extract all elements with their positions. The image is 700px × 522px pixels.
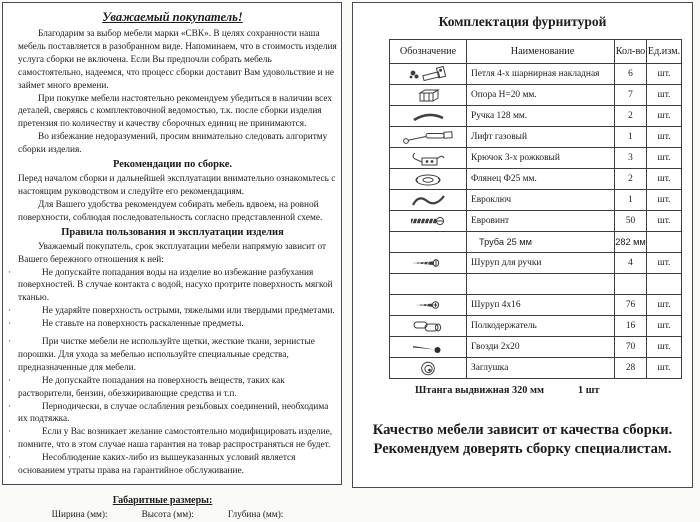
table-row: Евроключ 1 шт. bbox=[390, 190, 682, 211]
shelf-support-icon bbox=[390, 316, 467, 337]
column-header-designation: Обозначение bbox=[390, 40, 467, 64]
usage-rules-heading: Правила пользования и эксплуатации изделия bbox=[61, 226, 284, 238]
rule-item: · При чистке мебели не используйте щетки, жесткие ткани, зернистые порошки. Для ухода за мебелью используйте специальные средства, предназначенные для мебели. bbox=[18, 336, 337, 375]
dimensions-heading: Габаритные размеры: bbox=[112, 495, 213, 506]
gas-lift-icon bbox=[390, 127, 467, 148]
column-header-qty: Кол-во bbox=[615, 40, 647, 64]
table-row: Ручка 128 мм. 2 шт. bbox=[390, 106, 682, 127]
hex-key-icon bbox=[390, 190, 467, 211]
nail-icon bbox=[390, 337, 467, 358]
hardware-table bbox=[389, 39, 682, 379]
table-row: Полкодержатель 16 шт. bbox=[390, 316, 682, 337]
quality-slogan bbox=[353, 421, 692, 459]
rule-item: · Периодически, в случае ослабления резьбовых соединений, необходима их подтяжка. bbox=[18, 401, 337, 427]
instructions-page bbox=[2, 2, 342, 520]
table-row: Заглушка 28 шт. bbox=[390, 358, 682, 379]
quality-slogan-line1: Качество мебели зависит от качества сборки. bbox=[372, 422, 673, 438]
intro-paragraph: При покупке мебели настоятельно рекомендуем убедиться в наличии всех деталей, сверяясь с комплектовочной ведомостью, т.к. после сборки изделия претензия по количеству и качеству сборочных единиц не принимаются. bbox=[18, 93, 333, 130]
column-header-name: Наименование bbox=[467, 40, 615, 64]
handle-screw-icon bbox=[390, 253, 467, 274]
flange-icon bbox=[390, 169, 467, 190]
rule-item: · Несоблюдение каких-либо из вышеуказанных условий является основанием утраты права на гарантийное обслуживание. bbox=[18, 452, 337, 478]
table-row: Петля 4-х шарнирная накладная 6 шт. bbox=[390, 64, 682, 85]
handle-icon bbox=[390, 106, 467, 127]
assembly-heading: Рекомендации по сборке. bbox=[112, 159, 233, 171]
assembly-paragraph: Перед началом сборки и дальнейшей эксплуатации внимательно ознакомьтесь с настоящим руководством и следуйте его рекомендациям. bbox=[18, 174, 336, 197]
rod-note-text: Штанга выдвижная 320 мм bbox=[415, 385, 545, 396]
table-row: Флянец Ф25 мм. 2 шт. bbox=[390, 169, 682, 190]
rod-note-qty: 1 шт bbox=[578, 385, 600, 396]
plug-icon bbox=[390, 358, 467, 379]
hardware-kit-page bbox=[352, 2, 693, 488]
table-row bbox=[390, 274, 682, 295]
table-row: Труба 25 мм 282 мм bbox=[390, 232, 682, 253]
intro-paragraph: Благодарим за выбор мебели марки «СВК». В целях сохранности наша мебель поставляется в разобранном виде. Напоминаем, что в стоимость изделия услуга сборки не включена. Если Вы предпочли собрать мебель самостоятельно, надеемся, что процесс сборки доставит Вам удовольствие и не займет много времени. bbox=[18, 29, 337, 91]
hook-icon bbox=[390, 148, 467, 169]
depth-label: Глубина (мм): bbox=[227, 510, 284, 520]
assembly-paragraph: Для Вашего удобства рекомендуем собирать мебель вдвоем, на ровной поверхности, соблюдая последовательность согласно представленной схеме. bbox=[18, 199, 323, 223]
rule-item: · Не допускайте попадания воды на изделие во избежание разбухания поверхностей. В случае контакта с водой, насухо протрите поверхность мягкой тканью. bbox=[18, 267, 337, 306]
empty-cell bbox=[390, 274, 467, 295]
support-foot-icon bbox=[390, 85, 467, 106]
confirmat-screw-icon bbox=[390, 211, 467, 232]
rules-intro: Уважаемый покупатель, срок эксплуатации мебели напрямую зависит от Вашего бережного отношения к ней: bbox=[18, 241, 327, 265]
hinge-icon bbox=[390, 64, 467, 85]
column-header-unit: Ед.изм. bbox=[647, 40, 682, 64]
rule-item: · Не ставьте на поверхность раскаленные предметы. bbox=[18, 318, 337, 331]
rule-item: · Не допускайте попадания на поверхность веществ, таких как растворители, бензин, обезжиривающие средства и т.п. bbox=[18, 375, 337, 401]
table-row: Шуруп 4х16 76 шт. bbox=[390, 295, 682, 316]
quality-slogan-line2: Рекомендуем доверять сборку специалистам. bbox=[373, 441, 672, 457]
rule-item: · Если у Вас возникает желание самостоятельно модифицировать изделие, помните, что в этом случае наша гарантия на товар распространяться не будет. bbox=[18, 426, 337, 452]
empty-cell bbox=[390, 232, 467, 253]
table-row: Гвозди 2х20 70 шт. bbox=[390, 337, 682, 358]
screw-icon bbox=[390, 295, 467, 316]
page-title: Уважаемый покупатель! bbox=[102, 10, 243, 24]
table-row: Опора Н=20 мм. 7 шт. bbox=[390, 85, 682, 106]
dimensions-row bbox=[18, 509, 317, 522]
table-row: Евровинт 50 шт. bbox=[390, 211, 682, 232]
height-label: Высота (мм): bbox=[141, 510, 194, 520]
table-row: Крючок 3-х рожковый 3 шт. bbox=[390, 148, 682, 169]
table-header-row bbox=[390, 40, 682, 64]
rule-item: · Не ударяйте поверхность острыми, тяжелыми или твердыми предметами. bbox=[18, 305, 337, 318]
width-label: Ширина (мм): bbox=[51, 510, 108, 520]
table-row: Шуруп для ручки 4 шт. bbox=[390, 253, 682, 274]
rod-note bbox=[415, 385, 600, 396]
intro-paragraph: Во избежание недоразумений, просим внимательно следовать алгоритму сборки изделия. bbox=[18, 132, 328, 156]
table-row: Лифт газовый 1 шт. bbox=[390, 127, 682, 148]
kit-title: Комплектация фурнитурой bbox=[438, 14, 607, 29]
